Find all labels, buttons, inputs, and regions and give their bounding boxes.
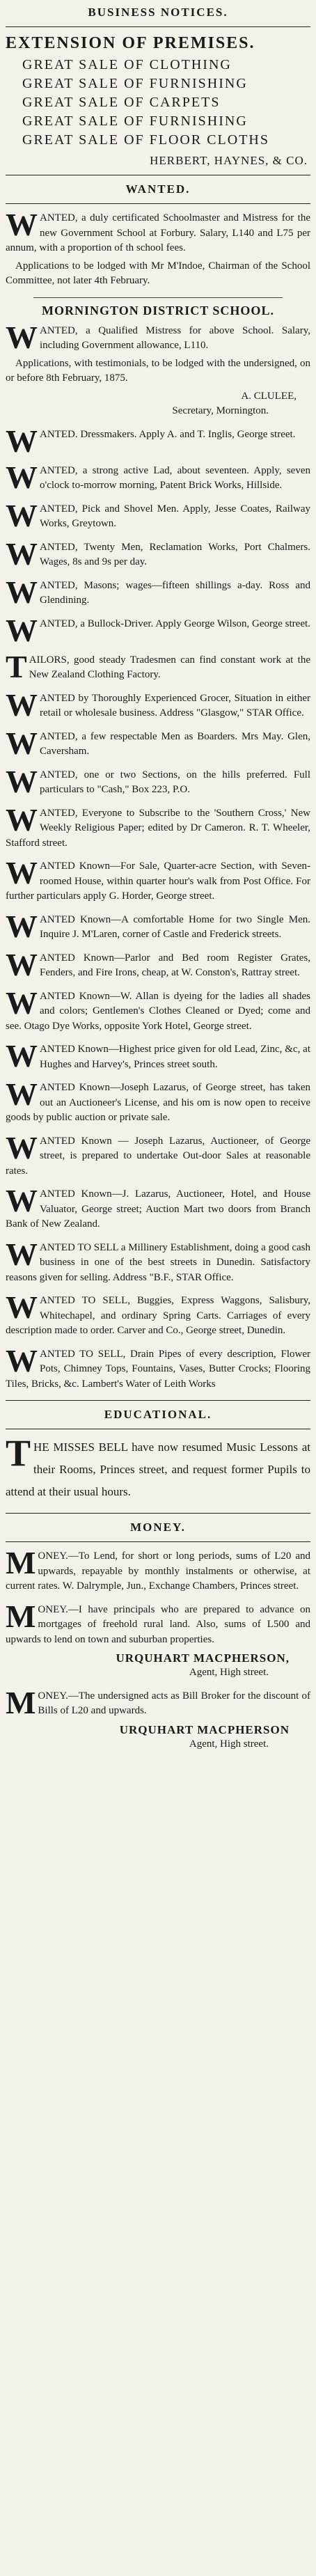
drop-cap: W: [6, 691, 38, 721]
mornington-school-ad: [6, 324, 310, 419]
drop-cap: W: [6, 427, 38, 455]
drop-cap: W: [6, 1240, 38, 1272]
ad-text: ANTED, one or two Sections, on the hills preferred. Full particulars to "Cash," Box 223, P.O.: [40, 769, 310, 795]
drop-cap: W: [6, 540, 38, 570]
ad-signature: A. CLULEE,: [241, 390, 297, 402]
classified-ad: [6, 1081, 310, 1126]
money-ad: [6, 1603, 310, 1681]
sale-line: GREAT SALE OF FURNISHING: [22, 76, 248, 91]
classified-ad: [6, 859, 310, 904]
divider: [6, 1513, 310, 1514]
ad-text: ANTED, a few respectable Men as Boarders. Mrs May. Glen, Caversham.: [40, 730, 310, 757]
classified-ad: [6, 691, 310, 721]
classified-ad: [6, 464, 310, 494]
classified-ad: [6, 427, 310, 455]
money-ad: [6, 1549, 310, 1594]
drop-cap: W: [6, 323, 38, 355]
drop-cap: W: [6, 501, 38, 532]
drop-cap: T: [6, 1432, 31, 1474]
ad-text: AILORS, good steady Tradesmen can find constant work at the New Zealand Clothing Factory.: [29, 654, 310, 680]
drop-cap: W: [6, 767, 38, 798]
divider: [33, 297, 283, 298]
classified-ad: [6, 730, 310, 760]
ad-text: ANTED, a Qualified Mistress for above School. Salary, including Government allowance, L110.: [40, 324, 310, 351]
drop-cap: W: [6, 729, 38, 760]
drop-cap: W: [6, 950, 38, 981]
wanted-heading: WANTED.: [125, 182, 191, 196]
ad-text: ANTED Known—For Sale, Quarter-acre Section, with Seven-roomed House, within quarter hour's walk from Post Office. For further particulars apply G. Horder, George street.: [6, 861, 310, 902]
drop-cap: W: [6, 912, 38, 943]
classified-ad: [6, 653, 310, 683]
misses-bell-ad: [6, 1432, 310, 1503]
ad-text: ANTED TO SELL, Buggies, Express Waggons, Salisbury, Whitechapel, and ordinary Spring Carts. Carriages of every description made to order. Carver and Co., George street, Dunedin.: [6, 1295, 310, 1336]
ad-text: ANTED Known—Highest price given for old Lead, Zinc, &c, at Hughes and Harvey's, Princes street south.: [40, 1044, 310, 1070]
drop-cap: W: [6, 1042, 38, 1072]
ad-text: ANTED, a strong active Lad, about seventeen. Apply, seven o'clock to-morrow morning, Patent Brick Works, Hillside.: [40, 464, 310, 491]
ad-text: ANTED, Pick and Shovel Men. Apply, Jesse Coates, Railway Works, Greytown.: [40, 503, 310, 529]
ad-text: Applications, with testimonials, to be lodged with the undersigned, on or before 8th February, 1875.: [6, 357, 310, 384]
ad-text: ANTED Known—W. Allan is dyeing for the ladies all shades and colors; Gentlemen's Clothes Cleaned or Dyed; come and see. Otago Dye Works, opposite York Hotel, George street.: [6, 990, 310, 1032]
drop-cap: W: [6, 578, 38, 608]
classified-ad: [6, 502, 310, 532]
drop-cap: T: [6, 652, 27, 683]
drop-cap: W: [6, 1346, 38, 1379]
ad-text: ANTED Known—A comfortable Home for two Single Men. Inquire J. M'Laren, corner of Castle and Frederick streets.: [40, 913, 310, 940]
ad-text: ANTED, Masons; wages—fifteen shillings a-day. Ross and Glendining.: [40, 579, 310, 606]
classified-ad: [6, 989, 310, 1035]
ad-text: ANTED. Dressmakers. Apply A. and T. Inglis, George street.: [40, 428, 296, 440]
drop-cap: W: [6, 1081, 38, 1112]
drop-cap: M: [6, 1549, 36, 1580]
ad-text: ANTED, Twenty Men, Reclamation Works, Port Chalmers. Wages, 8s and 9s per day.: [40, 541, 310, 567]
classified-ad: [6, 540, 310, 570]
forbury-school-ad: [6, 211, 310, 289]
divider: [6, 1541, 310, 1542]
ad-signature: URQUHART MACPHERSON: [119, 1722, 290, 1736]
extension-signature: HERBERT, HAYNES, & CO.: [150, 154, 308, 167]
money-heading: MONEY.: [130, 1521, 186, 1534]
ad-text: ANTED, a Bullock-Driver. Apply George Wilson, George street.: [40, 618, 310, 629]
classified-ad: [6, 1134, 310, 1179]
classified-ad: [6, 1294, 310, 1339]
ad-signature: URQUHART MACPHERSON,: [116, 1651, 290, 1665]
ad-text: ANTED TO SELL, Drain Pipes of every description, Flower Pots, Chimney Tops, Fountains, Vases, Butter Crocks; Flooring Tiles, Bricks, &c. Lambert's Water of Leith Works: [6, 1348, 310, 1390]
drop-cap: M: [6, 1602, 36, 1634]
drop-cap: W: [6, 989, 38, 1021]
ad-text: ANTED TO SELL a Millinery Establishment, doing a good cash business in one of the best streets in Dunedin. Satisfactory reasons given for selling. Address "B.F., STAR Office.: [6, 1241, 310, 1283]
classified-ad: [6, 617, 310, 645]
classified-ad: [6, 1241, 310, 1286]
drop-cap: W: [6, 1187, 38, 1218]
ad-text: ONEY.—To Lend, for short or long periods, sums of L20 and upwards, repayable by monthly instalments or otherwise, at current rates. W. Dalrymple, Jun., Exchange Chambers, Princes street.: [6, 1550, 310, 1592]
ad-text: ANTED by Thoroughly Experienced Grocer, Situation in either retail or wholesale business. Address "Glasgow," STAR Office.: [40, 692, 310, 718]
drop-cap: W: [6, 463, 38, 494]
ad-text: HE MISSES BELL have now resumed Music Lessons at their Rooms, Princes street, and request former Pupils to attend at their usual hours.: [6, 1440, 310, 1498]
drop-cap: M: [6, 1688, 36, 1720]
sale-line: GREAT SALE OF FLOOR CLOTHS: [22, 132, 269, 148]
extension-of-premises-ad: [6, 34, 310, 168]
ad-text: ANTED, Everyone to Subscribe to the 'Southern Cross,' New Weekly Religious Paper; edited by Dr Cameron. R. T. Wheeler, Stafford street.: [6, 807, 310, 849]
educational-heading: EDUCATIONAL.: [104, 1408, 212, 1421]
ad-text: ANTED Known—Parlor and Bed room Register Grates, Fenders, and Fire Irons, cheap, at W. Conston's, Rattray street.: [40, 952, 310, 978]
sale-line: GREAT SALE OF FURNISHING: [22, 113, 248, 129]
divider: [6, 203, 310, 204]
ad-text: Applications to be lodged with Mr M'Indoe, Chairman of the School Committee, not later 4th February.: [6, 260, 310, 286]
divider: [6, 1400, 310, 1401]
ad-text: ANTED Known — Joseph Lazarus, Auctioneer, of George street, is prepared to undertake Out-door Sales at reasonable rates.: [6, 1135, 310, 1177]
money-ad: [6, 1689, 310, 1752]
ad-text: ANTED, a duly certificated Schoolmaster and Mistress for the new Government School at Forbury. Salary, L140 and L75 per annum, with a proportion of th school fees.: [6, 212, 310, 253]
sale-line: GREAT SALE OF CLOTHING: [22, 57, 232, 72]
drop-cap: W: [6, 211, 38, 242]
classified-ad: [6, 1347, 310, 1392]
extension-heading: EXTENSION OF PREMISES.: [6, 34, 255, 52]
classified-ad: [6, 579, 310, 608]
drop-cap: W: [6, 859, 38, 890]
classified-ad: [6, 1187, 310, 1232]
drop-cap: W: [6, 616, 38, 645]
classified-ad: [6, 913, 310, 943]
business-notices-heading: BUSINESS NOTICES.: [88, 6, 228, 19]
ad-signature-title: Agent, High street.: [189, 1667, 269, 1678]
classified-ad: [6, 768, 310, 798]
drop-cap: W: [6, 806, 38, 838]
ad-text: ONEY.—The undersigned acts as Bill Broker for the discount of Bills of L20 and upwards.: [38, 1690, 310, 1716]
mornington-heading: MORNINGTON DISTRICT SCHOOL.: [42, 303, 274, 317]
classified-ad: [6, 1042, 310, 1072]
drop-cap: W: [6, 1133, 38, 1165]
ad-text: ANTED Known—Joseph Lazarus, of George street, has taken out an Auctioneer's License, and his om is now open to receive goods by public auction or private sale.: [6, 1082, 310, 1123]
divider: [6, 26, 310, 27]
sale-line: GREAT SALE OF CARPETS: [22, 95, 221, 110]
ad-signature-title: Agent, High street.: [189, 1738, 269, 1750]
ad-signature-title: Secretary, Mornington.: [172, 405, 269, 416]
drop-cap: W: [6, 1294, 38, 1325]
classified-ad: [6, 806, 310, 851]
classified-ad: [6, 951, 310, 981]
ad-text: ONEY.—I have principals who are prepared to advance on mortgages of freehold rural land. Also, sums of L500 and upwards to lend on town and suburban properties.: [6, 1603, 310, 1645]
ad-text: ANTED Known—J. Lazarus, Auctioneer, Hotel, and House Valuator, George street; Auction Mart two doors from Branch Bank of New Zealand.: [6, 1188, 310, 1230]
